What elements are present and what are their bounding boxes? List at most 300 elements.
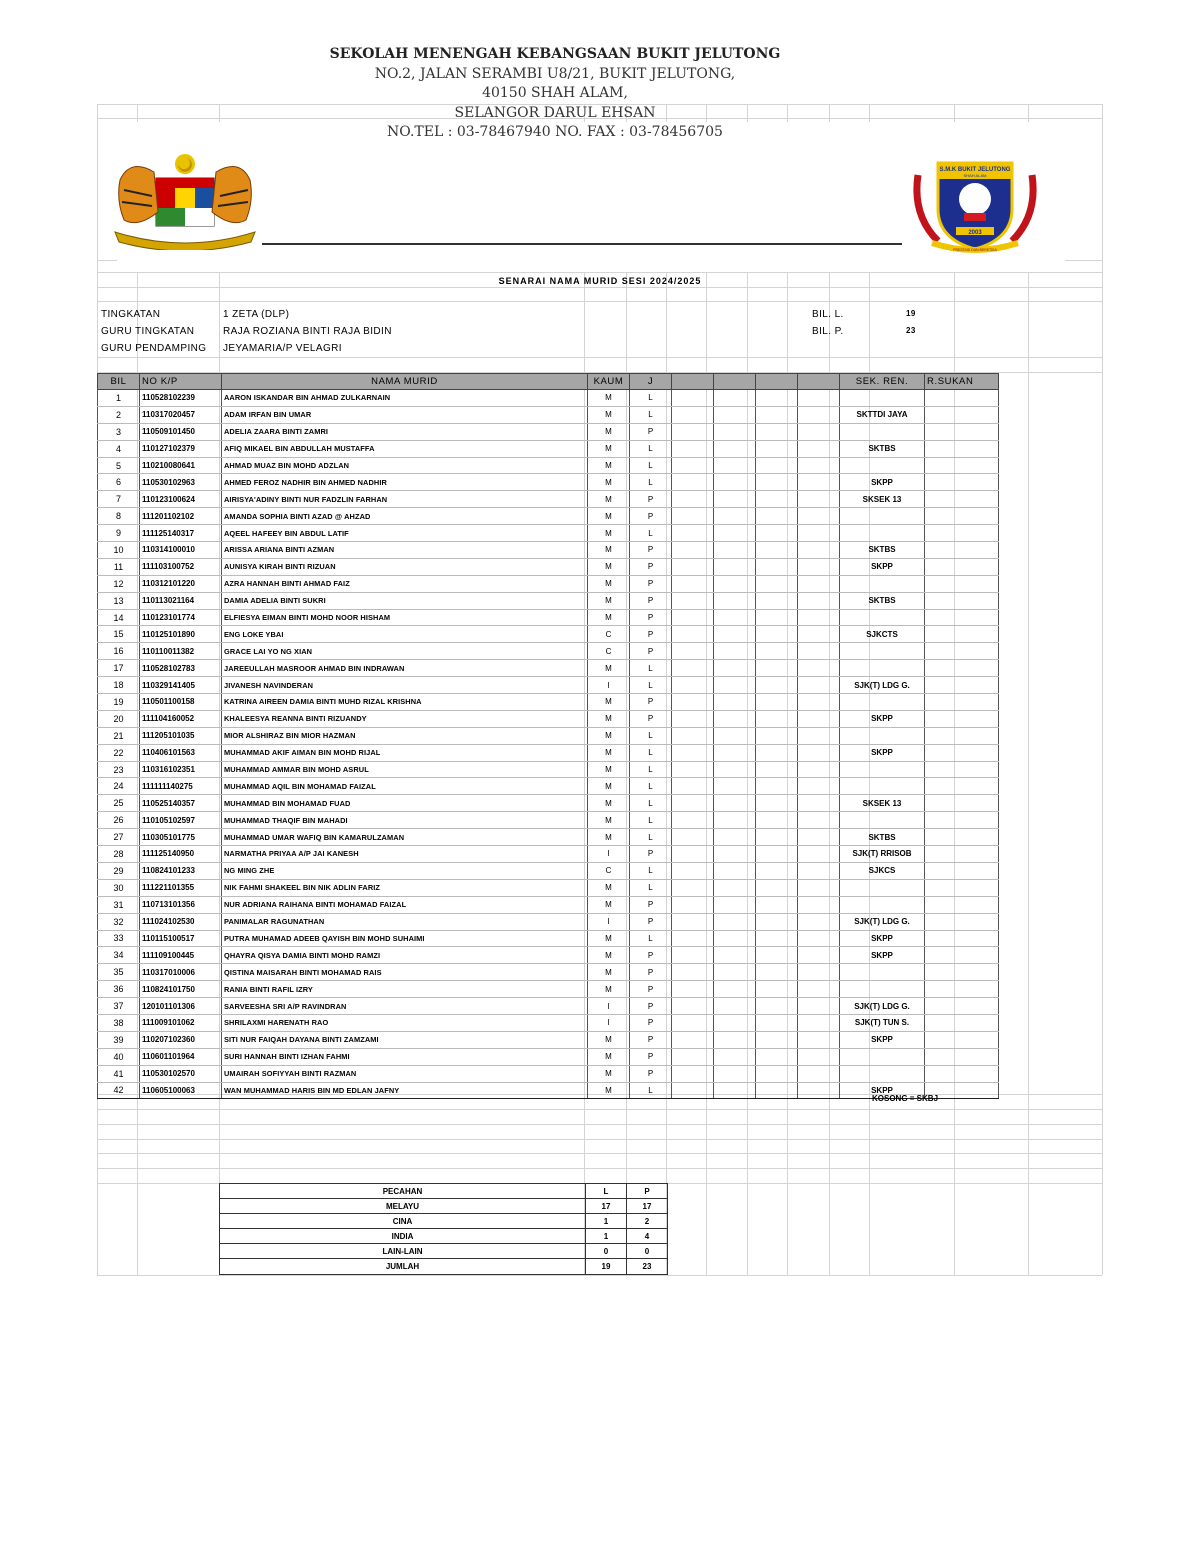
row-blank [714,592,756,609]
row-blank [714,981,756,998]
school-address-3: SELANGOR DARUL EHSAN [454,104,656,121]
row-blank [798,812,840,829]
row-blank [714,440,756,457]
row-blank [756,643,798,660]
row-bil: 40 [98,1048,140,1065]
row-rsukan [925,896,999,913]
table-row [98,1082,999,1099]
row-name: SARVEESHA SRI A/P RAVINDRAN [222,998,588,1015]
row-blank [798,1014,840,1031]
row-blank [714,744,756,761]
grid-row-line [97,301,1102,302]
row-ic: 110509101450 [140,423,222,440]
row-blank [672,727,714,744]
row-bil: 36 [98,981,140,998]
row-kaum: M [588,1082,630,1099]
row-ic: 111125140950 [140,846,222,863]
row-blank [672,660,714,677]
row-rsukan [925,558,999,575]
school-address-1: NO.2, JALAN SERAMBI U8/21, BUKIT JELUTONG, [374,65,736,82]
row-blank [672,575,714,592]
row-kaum: M [588,457,630,474]
summary-row-cell: INDIA [220,1229,586,1244]
row-sek [840,525,925,542]
row-jantina: L [630,761,672,778]
row-name: JIVANESH NAVINDERAN [222,677,588,694]
row-blank [756,609,798,626]
row-rsukan [925,660,999,677]
row-blank [714,727,756,744]
row-blank [756,474,798,491]
row-bil: 16 [98,643,140,660]
row-blank [672,1014,714,1031]
table-row [98,677,999,694]
col-rsukan: R.SUKAN [925,374,999,390]
table-row [98,609,999,626]
row-blank [798,896,840,913]
row-blank [756,1014,798,1031]
summary-row-cell: 0 [627,1244,668,1259]
row-blank [714,1048,756,1065]
row-blank [798,609,840,626]
summary-row [220,1229,668,1244]
school-name: SEKOLAH MENENGAH KEBANGSAAN BUKIT JELUTONG [329,46,781,62]
row-rsukan [925,812,999,829]
row-sek: SKPP [840,947,925,964]
row-name: QHAYRA QISYA DAMIA BINTI MOHD RAMZI [222,947,588,964]
row-blank [756,525,798,542]
row-sek: SJKCS [840,862,925,879]
row-jantina: L [630,525,672,542]
row-blank [672,1082,714,1099]
row-jantina: L [630,474,672,491]
row-kaum: M [588,508,630,525]
row-rsukan [925,390,999,407]
row-blank [714,862,756,879]
row-name: ADELIA ZAARA BINTI ZAMRI [222,423,588,440]
row-jantina: P [630,558,672,575]
row-kaum: M [588,795,630,812]
row-sek: SKPP [840,558,925,575]
table-row [98,744,999,761]
row-kaum: M [588,406,630,423]
row-ic: 110105102597 [140,812,222,829]
row-kaum: C [588,862,630,879]
row-blank [798,1048,840,1065]
row-blank [672,930,714,947]
table-row [98,525,999,542]
row-blank [714,609,756,626]
row-name: PUTRA MUHAMAD ADEEB QAYISH BIN MOHD SUHAIMI [222,930,588,947]
row-kaum: I [588,1014,630,1031]
summary-row [220,1259,668,1274]
row-blank [714,930,756,947]
row-blank [714,423,756,440]
table-row [98,474,999,491]
row-blank [756,694,798,711]
row-rsukan [925,964,999,981]
row-blank [756,829,798,846]
row-name: KHALEESYA REANNA BINTI RIZUANDY [222,710,588,727]
row-blank [672,1031,714,1048]
row-blank [672,643,714,660]
row-rsukan [925,694,999,711]
row-blank [672,508,714,525]
row-blank [798,1031,840,1048]
row-blank [672,558,714,575]
row-bil: 11 [98,558,140,575]
row-blank [672,542,714,559]
row-ic: 111009101062 [140,1014,222,1031]
row-blank [672,795,714,812]
row-sek [840,1065,925,1082]
row-rsukan [925,846,999,863]
row-name: QISTINA MAISARAH BINTI MOHAMAD RAIS [222,964,588,981]
row-blank [756,930,798,947]
row-ic: 110207102360 [140,1031,222,1048]
table-row [98,710,999,727]
row-rsukan [925,474,999,491]
row-blank [756,1082,798,1099]
row-kaum: M [588,710,630,727]
row-jantina: P [630,1065,672,1082]
row-sek [840,390,925,407]
table-row [98,998,999,1015]
col-kaum: KAUM [588,374,630,390]
row-kaum: C [588,643,630,660]
row-blank [714,812,756,829]
row-ic: 110713101356 [140,896,222,913]
row-rsukan [925,727,999,744]
row-kaum: M [588,423,630,440]
row-blank [672,761,714,778]
row-bil: 12 [98,575,140,592]
row-name: ADAM IRFAN BIN UMAR [222,406,588,423]
row-blank [672,491,714,508]
row-blank [798,829,840,846]
table-row [98,390,999,407]
row-jantina: P [630,981,672,998]
summary-header-row [220,1184,668,1199]
row-rsukan [925,862,999,879]
row-rsukan [925,626,999,643]
summary-header-row-cell: P [627,1184,668,1199]
grid-row-line [97,1124,1102,1125]
row-blank [798,727,840,744]
row-blank [672,592,714,609]
row-blank [672,846,714,863]
row-kaum: M [588,474,630,491]
row-name: NARMATHA PRIYAA A/P JAI KANESH [222,846,588,863]
col-blank-1 [672,374,714,390]
row-rsukan [925,542,999,559]
row-jantina: P [630,947,672,964]
row-bil: 39 [98,1031,140,1048]
row-jantina: P [630,694,672,711]
row-sek: SKSEK 13 [840,795,925,812]
row-jantina: P [630,592,672,609]
row-rsukan [925,947,999,964]
table-row [98,592,999,609]
table-row [98,660,999,677]
row-blank [714,896,756,913]
row-jantina: L [630,778,672,795]
row-name: DAMIA ADELIA BINTI SUKRI [222,592,588,609]
row-bil: 37 [98,998,140,1015]
row-blank [672,1048,714,1065]
table-row [98,1031,999,1048]
table-row [98,491,999,508]
row-blank [798,457,840,474]
row-blank [798,542,840,559]
row-ic: 110530102963 [140,474,222,491]
row-ic: 110314100010 [140,542,222,559]
row-name: AUNISYA KIRAH BINTI RIZUAN [222,558,588,575]
row-jantina: P [630,643,672,660]
row-blank [756,778,798,795]
row-kaum: M [588,575,630,592]
row-blank [714,525,756,542]
row-bil: 33 [98,930,140,947]
table-row [98,981,999,998]
row-kaum: M [588,694,630,711]
row-kaum: M [588,558,630,575]
row-bil: 8 [98,508,140,525]
row-bil: 13 [98,592,140,609]
row-blank [798,862,840,879]
row-jantina: P [630,626,672,643]
row-sek: SKTTDI JAYA [840,406,925,423]
row-blank [672,744,714,761]
summary-row-cell: 1 [586,1229,627,1244]
row-name: NUR ADRIANA RAIHANA BINTI MOHAMAD FAIZAL [222,896,588,913]
row-blank [756,846,798,863]
row-rsukan [925,575,999,592]
row-name: NG MING ZHE [222,862,588,879]
row-rsukan [925,778,999,795]
row-blank [798,761,840,778]
row-bil: 26 [98,812,140,829]
guru-label: GURU TINGKATAN [101,326,195,337]
summary-row [220,1214,668,1229]
row-jantina: L [630,879,672,896]
row-blank [672,829,714,846]
row-jantina: L [630,795,672,812]
row-bil: 28 [98,846,140,863]
row-blank [798,440,840,457]
row-blank [672,390,714,407]
table-row [98,1048,999,1065]
row-bil: 21 [98,727,140,744]
summary-header-row-cell: L [586,1184,627,1199]
row-kaum: M [588,592,630,609]
row-jantina: P [630,1031,672,1048]
row-blank [756,862,798,879]
row-sek [840,457,925,474]
summary-header-row-cell: PECAHAN [220,1184,586,1199]
grid-row-line [97,272,1102,273]
crest-motto: PRESTASI DAN BERETIKA [953,248,997,252]
row-blank [714,1082,756,1099]
row-blank [714,1065,756,1082]
row-sek [840,575,925,592]
row-rsukan [925,1048,999,1065]
row-blank [756,660,798,677]
row-rsukan [925,423,999,440]
grid-row-line [97,1139,1102,1140]
row-jantina: P [630,846,672,863]
row-blank [672,998,714,1015]
row-sek: SKPP [840,474,925,491]
row-ic: 110110011382 [140,643,222,660]
row-blank [756,558,798,575]
table-row [98,440,999,457]
row-blank [672,710,714,727]
row-kaum: M [588,525,630,542]
row-jantina: L [630,660,672,677]
bil-p-value: 23 [906,326,916,335]
row-blank [756,457,798,474]
row-kaum: M [588,1048,630,1065]
row-jantina: L [630,744,672,761]
row-blank [756,727,798,744]
row-name: MUHAMMAD UMAR WAFIQ BIN KAMARULZAMAN [222,829,588,846]
row-blank [756,406,798,423]
row-rsukan [925,761,999,778]
table-row [98,457,999,474]
row-blank [714,795,756,812]
summary-row-cell: JUMLAH [220,1259,586,1274]
row-ic: 110605100063 [140,1082,222,1099]
row-bil: 38 [98,1014,140,1031]
row-bil: 3 [98,423,140,440]
row-ic: 110113021164 [140,592,222,609]
row-blank [798,981,840,998]
row-blank [798,1082,840,1099]
row-kaum: M [588,727,630,744]
row-sek [840,812,925,829]
row-bil: 6 [98,474,140,491]
table-row [98,947,999,964]
row-blank [756,508,798,525]
row-blank [756,947,798,964]
row-sek: SKTBS [840,829,925,846]
row-bil: 19 [98,694,140,711]
row-blank [756,964,798,981]
table-row [98,930,999,947]
row-jantina: L [630,829,672,846]
row-sek: SJK(T) LDG G. [840,677,925,694]
row-blank [798,694,840,711]
row-sek: SKSEK 13 [840,491,925,508]
row-jantina: P [630,1048,672,1065]
grid-row-line [97,1109,1102,1110]
row-ic: 110329141405 [140,677,222,694]
row-bil: 10 [98,542,140,559]
student-table [97,373,999,1099]
row-bil: 15 [98,626,140,643]
row-jantina: P [630,423,672,440]
row-ic: 110525140357 [140,795,222,812]
row-blank [714,558,756,575]
row-ic: 120101101306 [140,998,222,1015]
row-ic: 110127102379 [140,440,222,457]
row-bil: 30 [98,879,140,896]
table-row [98,626,999,643]
row-name: AQEEL HAFEEY BIN ABDUL LATIF [222,525,588,542]
row-sek [840,508,925,525]
row-ic: 110317010006 [140,964,222,981]
row-blank [756,879,798,896]
summary-row-cell: 23 [627,1259,668,1274]
summary-row-cell: CINA [220,1214,586,1229]
row-jantina: L [630,406,672,423]
row-blank [756,390,798,407]
tingkatan-value: 1 ZETA (DLP) [223,309,290,320]
row-jantina: P [630,896,672,913]
grid-row-line [97,1275,1102,1276]
row-sek [840,1048,925,1065]
row-bil: 35 [98,964,140,981]
row-kaum: M [588,744,630,761]
row-rsukan [925,710,999,727]
row-sek: SJK(T) TUN S. [840,1014,925,1031]
row-blank [672,879,714,896]
row-sek [840,643,925,660]
table-row [98,1014,999,1031]
summary-row [220,1199,668,1214]
row-blank [756,896,798,913]
row-blank [756,592,798,609]
row-blank [798,474,840,491]
row-blank [798,947,840,964]
row-kaum: M [588,879,630,896]
table-row [98,643,999,660]
row-jantina: P [630,913,672,930]
row-rsukan [925,406,999,423]
row-blank [756,542,798,559]
col-j: J [630,374,672,390]
row-blank [672,778,714,795]
row-sek: SKPP [840,1031,925,1048]
row-blank [756,744,798,761]
crest-subtitle: SHAH ALAM [963,173,987,178]
row-name: ARISSA ARIANA BINTI AZMAN [222,542,588,559]
row-rsukan [925,525,999,542]
row-kaum: M [588,609,630,626]
row-blank [798,913,840,930]
row-name: ENG LOKE YBAI [222,626,588,643]
row-blank [798,626,840,643]
row-bil: 29 [98,862,140,879]
bil-l-value: 19 [906,309,916,318]
row-kaum: M [588,542,630,559]
row-blank [714,508,756,525]
row-blank [756,677,798,694]
page-title: SENARAI NAMA MURID SESI 2024/2025 [498,276,702,286]
row-blank [798,930,840,947]
summary-table [219,1183,668,1275]
row-ic: 110824101233 [140,862,222,879]
summary-row-cell: LAIN-LAIN [220,1244,586,1259]
row-ic: 110125101890 [140,626,222,643]
row-kaum: M [588,1031,630,1048]
row-blank [672,440,714,457]
row-ic: 110501100158 [140,694,222,711]
row-sek: SKTBS [840,542,925,559]
table-row [98,558,999,575]
school-phone: NO.TEL : 03-78467940 NO. FAX : 03-78456705 [387,124,723,140]
